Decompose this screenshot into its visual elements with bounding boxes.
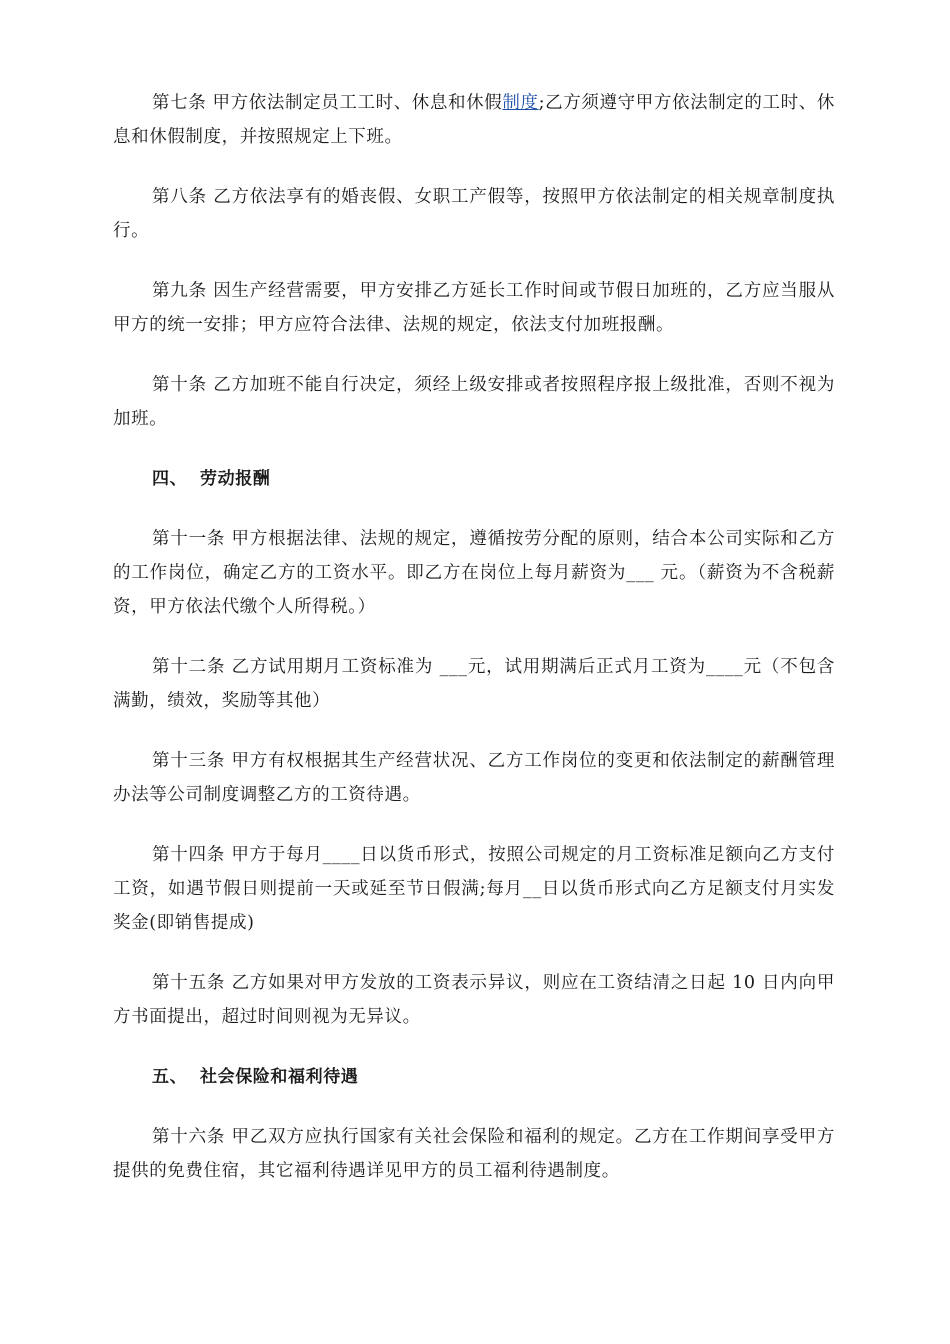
article-8: 第八条 乙方依法享有的婚丧假、女职工产假等，按照甲方依法制定的相关规章制度执行。: [113, 187, 835, 241]
section-heading-5: [113, 1060, 835, 1094]
section-number: 四、: [152, 469, 188, 489]
article-7-text-rest: ;乙方须遵守甲方依法制定的工时、休息和休假制度，并按照规定上下班。: [113, 93, 835, 147]
article-10: 第十条 乙方加班不能自行决定，须经上级安排或者按照程序报上级批准，否则不视为加班。: [113, 375, 835, 429]
section-number: 五、: [152, 1067, 188, 1087]
section-title: 社会保险和福利待遇: [200, 1067, 359, 1087]
document-page: [113, 86, 835, 1214]
article-9: 第九条 因生产经营需要，甲方安排乙方延长工作时间或节假日加班的，乙方应当服从甲方的统一安排；甲方应符合法律、法规的规定，依法支付加班报酬。: [113, 281, 835, 335]
article-7-text: 第七条 甲方依法制定员工工时、休息和休假: [152, 93, 503, 113]
article-12: 第十二条 乙方试用期月工资标准为 ___元，试用期满后正式月工资为____元（不包含满勤，绩效，奖励等其他）: [113, 657, 835, 711]
article-13: 第十三条 甲方有权根据其生产经营状况、乙方工作岗位的变更和依法制定的薪酬管理办法等公司制度调整乙方的工资待遇。: [113, 751, 835, 805]
article-11: 第十一条 甲方根据法律、法规的规定，遵循按劳分配的原则，结合本公司实际和乙方的工作岗位，确定乙方的工资水平。即乙方在岗位上每月薪资为___ 元。（薪资为不含税薪资，甲方依法代缴个人所得税。）: [113, 529, 835, 617]
section-title: 劳动报酬: [200, 469, 271, 489]
article-7: [113, 86, 835, 154]
article-15: 第十五条 乙方如果对甲方发放的工资表示异议，则应在工资结清之日起 10 日内向甲方书面提出，超过时间则视为无异议。: [113, 973, 835, 1027]
article-16: 第十六条 甲乙双方应执行国家有关社会保险和福利的规定。乙方在工作期间享受甲方提供的免费住宿，其它福利待遇详见甲方的员工福利待遇制度。: [113, 1127, 835, 1181]
article-14: 第十四条 甲方于每月____日以货币形式，按照公司规定的月工资标准足额向乙方支付工资，如遇节假日则提前一天或延至节日假满;每月__日以货币形式向乙方足额支付月实发奖金(即销售提成): [113, 845, 835, 933]
section-heading-4: [113, 462, 835, 496]
system-link[interactable]: 制度: [502, 93, 539, 113]
